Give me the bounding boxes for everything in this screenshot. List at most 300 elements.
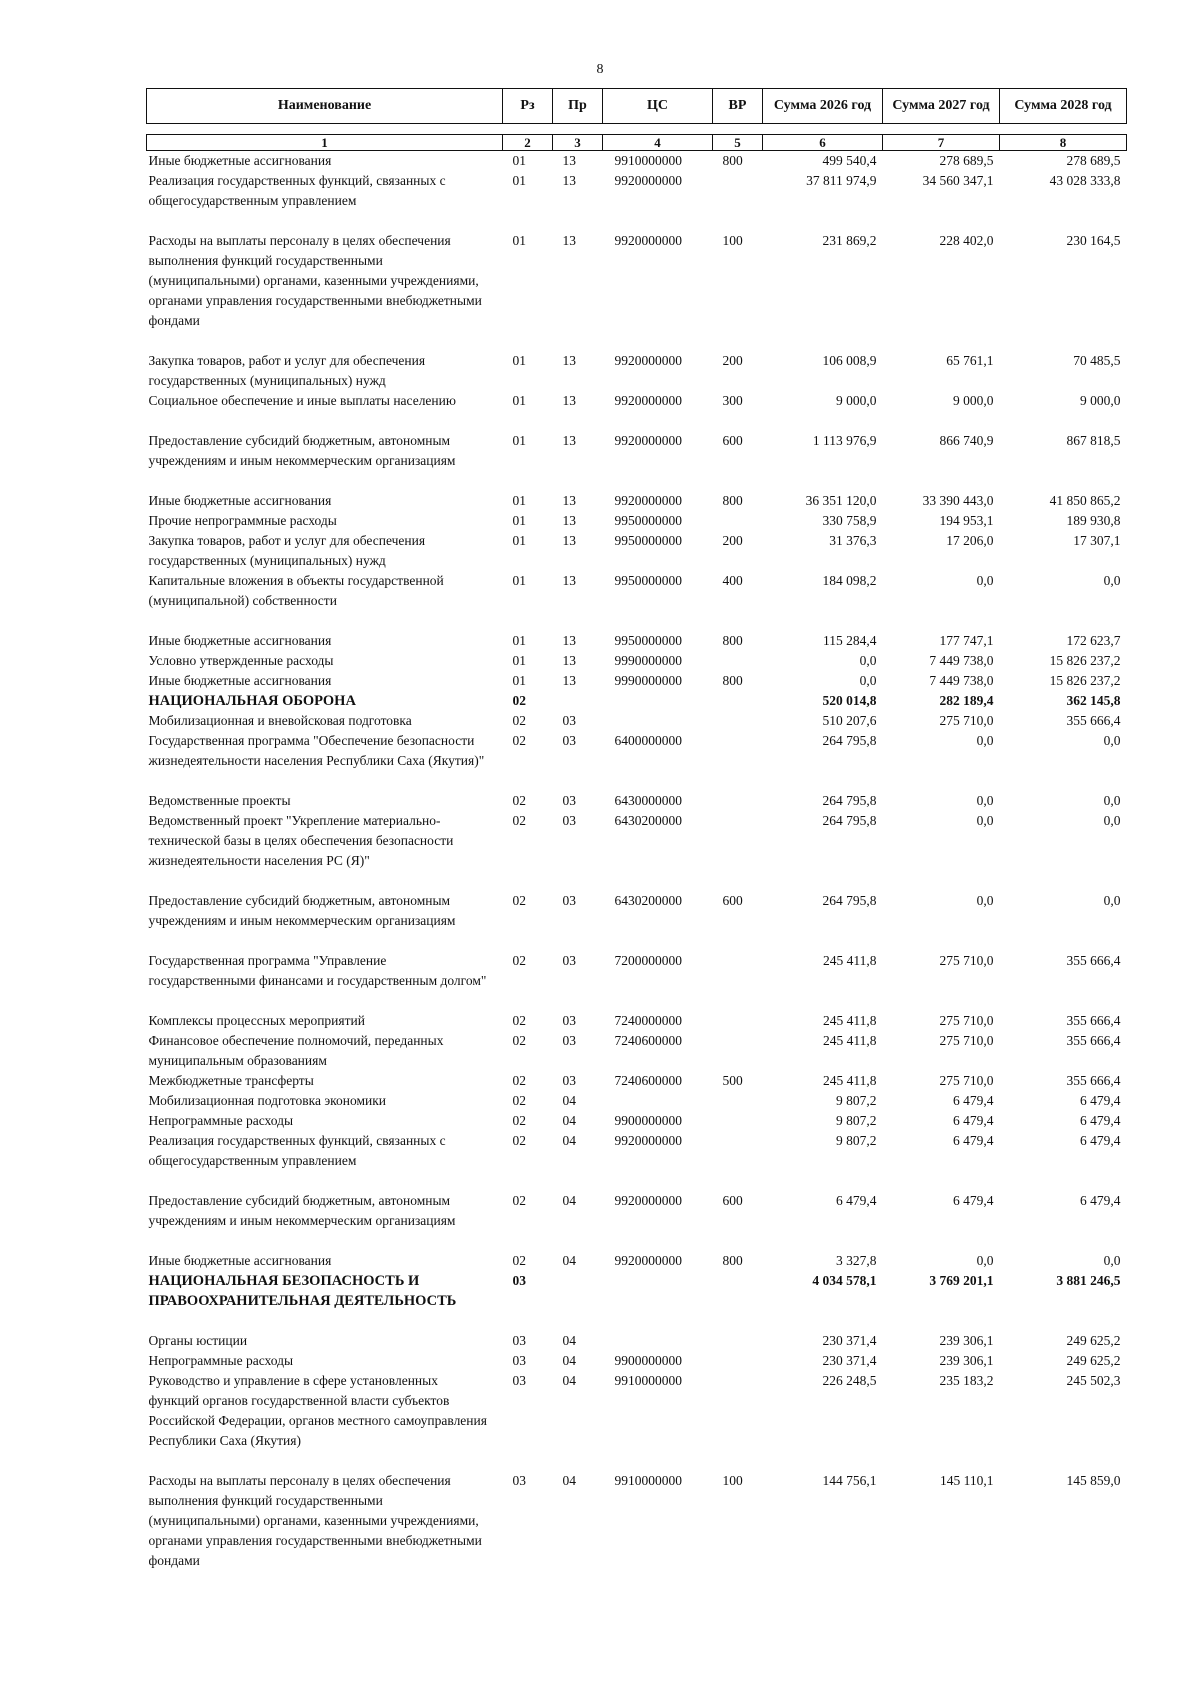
table-row [147,1091,1127,1111]
cell-rz: 01 [512,653,526,668]
cell-rz: 01 [512,353,526,368]
cell-pr: 03 [562,733,576,748]
cell-sum-2028: 145 859,0 [1066,1473,1121,1488]
cell-sum-2027: 65 761,1 [946,353,994,368]
cell-name: Реализация государственных функций, связанных с общегосударственным управлением [148,173,446,208]
cell-pr: 04 [562,1133,576,1148]
cell-sum-2026: 245 411,8 [823,1033,877,1048]
cell-vr: 100 [722,233,743,248]
cell-rz: 02 [512,1073,526,1088]
cell-sum-2026: 264 795,8 [822,893,877,908]
table-row [147,811,1127,891]
cell-sum-2026: 1 113 976,9 [812,433,877,448]
cell-sum-2027: 6 479,4 [953,1193,994,1208]
cell-cs: 9920000000 [614,393,682,408]
cell-sum-2028: 230 164,5 [1066,233,1121,248]
cell-name: Иные бюджетные ассигнования [148,1253,332,1268]
cell-pr: 13 [562,633,576,648]
table-row [147,1131,1127,1191]
cell-name: Расходы на выплаты персоналу в целях обеспечения выполнения функций государственными (муниципальными) органами, казенными учреждениями, органами управления государственными внебюджетными фондами [148,1473,482,1568]
cell-name: Расходы на выплаты персоналу в целях обеспечения выполнения функций государственными (муниципальными) органами, казенными учреждениями, органами управления государственными внебюджетными фондами [148,233,482,328]
cell-pr: 03 [562,813,576,828]
cell-cs: 9910000000 [614,1373,682,1388]
table-row [147,531,1127,571]
cell-sum-2028: 355 666,4 [1066,1073,1121,1088]
cell-cs: 7200000000 [614,953,682,968]
cell-vr [713,511,763,531]
cell-pr: 13 [562,433,576,448]
cell-name: Мобилизационная подготовка экономики [148,1093,387,1108]
table-row [147,1331,1127,1351]
table-row [147,1191,1127,1251]
col-number-3: 3 [553,135,603,151]
cell-sum-2028: 6 479,4 [1080,1193,1121,1208]
cell-cs: 9950000000 [614,633,682,648]
cell-sum-2026: 9 807,2 [836,1113,877,1128]
table-row [147,891,1127,951]
cell-rz: 02 [512,1013,526,1028]
cell-vr: 800 [722,673,743,688]
cell-cs: 9920000000 [614,173,682,188]
cell-sum-2028: 355 666,4 [1066,1013,1121,1028]
cell-rz: 01 [512,633,526,648]
cell-sum-2028: 189 930,8 [1066,513,1121,528]
cell-vr: 600 [722,433,743,448]
cell-vr: 600 [722,1193,743,1208]
cell-sum-2028: 0,0 [1103,733,1121,748]
cell-pr: 04 [562,1373,576,1388]
cell-rz: 02 [512,1253,526,1268]
cell-vr [713,1271,763,1331]
cell-sum-2028: 355 666,4 [1066,953,1121,968]
cell-pr: 13 [562,173,576,188]
cell-name: Закупка товаров, работ и услуг для обеспечения государственных (муниципальных) нужд [148,353,426,388]
cell-vr [713,1351,763,1371]
column-number-row [147,135,1127,151]
cell-vr: 600 [722,893,743,908]
cell-vr [713,811,763,891]
cell-cs: 7240600000 [614,1033,682,1048]
cell-rz: 02 [512,713,526,728]
cell-pr: 04 [562,1093,576,1108]
cell-sum-2026: 264 795,8 [822,793,877,808]
budget-table-body [147,151,1127,1572]
cell-sum-2028: 15 826 237,2 [1049,673,1121,688]
cell-pr: 03 [562,953,576,968]
cell-name: Прочие непрограммные расходы [148,513,337,528]
cell-rz: 02 [512,1113,526,1128]
cell-sum-2028: 172 623,7 [1066,633,1121,648]
cell-vr [713,1371,763,1471]
cell-sum-2026: 115 284,4 [823,633,877,648]
cell-sum-2027: 7 449 738,0 [929,653,994,668]
cell-cs: 6400000000 [614,733,682,748]
cell-name: Предоставление субсидий бюджетным, автономным учреждениям и иным некоммерческим организациям [148,433,456,468]
cell-name: Государственная программа "Обеспечение безопасности жизнедеятельности населения Республики Саха (Якутия)" [148,733,485,768]
cell-sum-2028: 6 479,4 [1080,1113,1121,1128]
cell-pr: 13 [562,573,576,588]
cell-vr [713,171,763,231]
cell-sum-2027: 145 110,1 [940,1473,994,1488]
cell-sum-2027: 866 740,9 [939,433,994,448]
cell-sum-2028: 278 689,5 [1066,153,1121,168]
table-row [147,151,1127,172]
cell-rz: 01 [512,533,526,548]
cell-sum-2026: 184 098,2 [822,573,877,588]
col-number-6: 6 [763,135,883,151]
cell-cs: 6430200000 [614,813,682,828]
cell-cs: 9900000000 [614,1353,682,1368]
cell-name: Комплексы процессных мероприятий [148,1013,365,1028]
cell-vr: 300 [722,393,743,408]
cell-pr: 03 [562,1013,576,1028]
cell-sum-2027: 0,0 [976,893,994,908]
cell-cs: 9950000000 [614,513,682,528]
table-row [147,1271,1127,1331]
table-row [147,491,1127,511]
cell-name: Закупка товаров, работ и услуг для обеспечения государственных (муниципальных) нужд [148,533,426,568]
table-row [147,231,1127,351]
cell-cs [603,1091,713,1111]
cell-vr [713,1331,763,1351]
cell-sum-2026: 144 756,1 [822,1473,877,1488]
cell-pr: 03 [562,893,576,908]
cell-cs: 9910000000 [614,153,682,168]
cell-vr [713,1031,763,1071]
cell-sum-2028: 9 000,0 [1080,393,1121,408]
cell-name: Непрограммные расходы [148,1113,294,1128]
col-number-5: 5 [713,135,763,151]
cell-sum-2027: 0,0 [976,573,994,588]
cell-rz: 03 [512,1473,526,1488]
budget-table [146,88,1127,1571]
cell-pr: 13 [562,513,576,528]
cell-sum-2027: 235 183,2 [939,1373,994,1388]
cell-cs [603,691,713,711]
cell-vr [713,651,763,671]
cell-rz: 01 [512,493,526,508]
cell-sum-2026: 245 411,8 [823,1013,877,1028]
cell-rz: 02 [512,793,526,808]
cell-cs: 6430000000 [614,793,682,808]
header-vr: ВР [713,89,763,124]
cell-vr [713,1111,763,1131]
cell-rz: 01 [512,233,526,248]
cell-sum-2026: 230 371,4 [822,1353,877,1368]
table-row [147,351,1127,391]
cell-cs: 9990000000 [614,653,682,668]
cell-rz: 02 [512,813,526,828]
cell-vr [713,1011,763,1031]
cell-name: Иные бюджетные ассигнования [148,633,332,648]
header-sum-2028: Сумма 2028 год [1000,89,1127,124]
cell-cs: 6430200000 [614,893,682,908]
cell-rz: 03 [512,1333,526,1348]
table-row [147,1011,1127,1031]
cell-name: Мобилизационная и вневойсковая подготовка [148,713,412,728]
cell-name: Капитальные вложения в объекты государственной (муниципальной) собственности [148,573,444,608]
table-header-row [147,89,1127,124]
cell-vr: 800 [722,493,743,508]
table-row [147,1071,1127,1091]
cell-vr [713,731,763,791]
table-row [147,511,1127,531]
cell-sum-2028: 70 485,5 [1073,353,1121,368]
cell-pr: 13 [562,393,576,408]
cell-sum-2028: 249 625,2 [1066,1333,1121,1348]
cell-sum-2026: 36 351 120,0 [805,493,877,508]
cell-sum-2028: 41 850 865,2 [1049,493,1121,508]
cell-sum-2027: 275 710,0 [939,953,994,968]
cell-name: Иные бюджетные ассигнования [148,493,332,508]
page-number: 8 [596,62,604,77]
cell-pr: 13 [562,153,576,168]
cell-sum-2028: 867 818,5 [1066,433,1121,448]
cell-rz: 02 [512,1193,526,1208]
cell-sum-2027: 275 710,0 [939,1013,994,1028]
cell-pr: 03 [562,713,576,728]
cell-name: Межбюджетные трансферты [148,1073,314,1088]
cell-cs: 9920000000 [614,1253,682,1268]
cell-rz: 03 [512,1273,526,1288]
col-number-1: 1 [147,135,503,151]
cell-cs: 9990000000 [614,673,682,688]
cell-vr: 200 [722,353,743,368]
table-row [147,391,1127,431]
table-row [147,571,1127,631]
cell-sum-2027: 177 747,1 [939,633,994,648]
cell-sum-2026: 31 376,3 [829,533,877,548]
cell-pr: 03 [562,1033,576,1048]
col-number-4: 4 [603,135,713,151]
cell-sum-2028: 245 502,3 [1066,1373,1121,1388]
cell-sum-2026: 37 811 974,9 [806,173,877,188]
cell-name: Иные бюджетные ассигнования [148,153,332,168]
cell-sum-2028: 3 881 246,5 [1056,1273,1121,1288]
table-row [147,711,1127,731]
cell-sum-2027: 6 479,4 [953,1113,994,1128]
cell-vr [713,951,763,1011]
cell-sum-2027: 282 189,4 [939,693,994,708]
cell-cs: 9950000000 [614,533,682,548]
cell-sum-2026: 106 008,9 [822,353,877,368]
cell-vr [713,791,763,811]
table-row [147,171,1127,231]
cell-sum-2028: 43 028 333,8 [1049,173,1121,188]
cell-name: Органы юстиции [148,1333,248,1348]
cell-name: Иные бюджетные ассигнования [148,673,332,688]
header-rz: Рз [503,89,553,124]
cell-pr: 13 [562,493,576,508]
cell-name: Непрограммные расходы [148,1353,294,1368]
cell-vr: 100 [722,1473,743,1488]
cell-sum-2027: 0,0 [976,793,994,808]
cell-sum-2028: 0,0 [1103,1253,1121,1268]
cell-sum-2026: 231 869,2 [822,233,877,248]
cell-pr [553,1271,603,1331]
cell-rz: 02 [512,1133,526,1148]
cell-name: Социальное обеспечение и иные выплаты населению [148,393,456,408]
cell-sum-2028: 0,0 [1103,893,1121,908]
cell-sum-2026: 4 034 578,1 [812,1273,877,1288]
cell-pr: 13 [562,673,576,688]
cell-sum-2027: 275 710,0 [939,1073,994,1088]
cell-sum-2026: 0,0 [859,653,877,668]
table-row [147,1111,1127,1131]
cell-rz: 02 [512,1093,526,1108]
table-row [147,431,1127,491]
table-row [147,631,1127,651]
header-name: Наименование [147,89,503,124]
cell-rz: 01 [512,433,526,448]
cell-name: Реализация государственных функций, связанных с общегосударственным управлением [148,1133,446,1168]
cell-sum-2027: 194 953,1 [939,513,994,528]
cell-sum-2026: 0,0 [859,673,877,688]
cell-rz: 02 [512,693,526,708]
cell-pr: 04 [562,1473,576,1488]
cell-name: НАЦИОНАЛЬНАЯ ОБОРОНА [148,693,356,709]
cell-cs: 9920000000 [614,1133,682,1148]
cell-sum-2028: 0,0 [1103,573,1121,588]
cell-pr: 13 [562,653,576,668]
col-number-2: 2 [503,135,553,151]
cell-sum-2027: 34 560 347,1 [922,173,994,188]
cell-pr: 13 [562,533,576,548]
table-row [147,1351,1127,1371]
cell-sum-2026: 230 371,4 [822,1333,877,1348]
cell-vr [713,691,763,711]
header-pr: Пр [553,89,603,124]
cell-rz: 01 [512,153,526,168]
cell-sum-2027: 17 206,0 [946,533,994,548]
table-row [147,651,1127,671]
cell-rz: 01 [512,673,526,688]
cell-sum-2028: 249 625,2 [1066,1353,1121,1368]
cell-cs: 7240600000 [614,1073,682,1088]
cell-vr [713,711,763,731]
cell-sum-2026: 264 795,8 [822,813,877,828]
cell-sum-2028: 355 666,4 [1066,713,1121,728]
cell-cs [603,711,713,731]
cell-sum-2026: 9 000,0 [836,393,877,408]
table-row [147,691,1127,711]
cell-rz: 01 [512,173,526,188]
cell-cs [603,1271,713,1331]
col-number-7: 7 [883,135,1000,151]
cell-sum-2026: 330 758,9 [822,513,877,528]
budget-table-container [146,88,1126,1571]
table-row [147,1471,1127,1571]
cell-sum-2026: 264 795,8 [822,733,877,748]
cell-sum-2026: 9 807,2 [836,1093,877,1108]
cell-cs: 9920000000 [614,233,682,248]
header-sum-2027: Сумма 2027 год [883,89,1000,124]
cell-cs: 9920000000 [614,353,682,368]
cell-sum-2027: 228 402,0 [939,233,994,248]
table-row [147,1031,1127,1071]
cell-rz: 02 [512,733,526,748]
cell-sum-2027: 9 000,0 [953,393,994,408]
cell-sum-2027: 7 449 738,0 [929,673,994,688]
cell-pr: 13 [562,233,576,248]
cell-sum-2027: 6 479,4 [953,1093,994,1108]
cell-sum-2026: 3 327,8 [836,1253,877,1268]
cell-vr [713,1131,763,1191]
header-sum-2026: Сумма 2026 год [763,89,883,124]
cell-sum-2027: 278 689,5 [939,153,994,168]
cell-vr: 800 [722,1253,743,1268]
table-row [147,731,1127,791]
cell-name: Финансовое обеспечение полномочий, переданных муниципальным образованиям [148,1033,444,1068]
cell-sum-2026: 245 411,8 [823,953,877,968]
cell-rz: 01 [512,513,526,528]
cell-cs: 9920000000 [614,493,682,508]
cell-rz: 02 [512,893,526,908]
cell-sum-2028: 0,0 [1103,793,1121,808]
cell-rz: 03 [512,1353,526,1368]
cell-cs: 9900000000 [614,1113,682,1128]
cell-vr: 800 [722,633,743,648]
cell-sum-2026: 245 411,8 [823,1073,877,1088]
cell-sum-2028: 6 479,4 [1080,1093,1121,1108]
cell-pr: 03 [562,793,576,808]
cell-rz: 01 [512,393,526,408]
cell-vr: 200 [722,533,743,548]
cell-sum-2027: 239 306,1 [939,1353,994,1368]
cell-sum-2028: 6 479,4 [1080,1133,1121,1148]
table-row [147,671,1127,691]
table-row [147,951,1127,1011]
cell-cs: 9910000000 [614,1473,682,1488]
cell-sum-2027: 275 710,0 [939,713,994,728]
cell-vr: 500 [722,1073,743,1088]
cell-sum-2026: 520 014,8 [822,693,877,708]
cell-sum-2027: 0,0 [976,813,994,828]
cell-sum-2028: 355 666,4 [1066,1033,1121,1048]
cell-sum-2027: 239 306,1 [939,1333,994,1348]
cell-cs: 9950000000 [614,573,682,588]
cell-sum-2026: 6 479,4 [836,1193,877,1208]
cell-sum-2028: 0,0 [1103,813,1121,828]
cell-pr: 04 [562,1253,576,1268]
cell-vr [713,1091,763,1111]
cell-sum-2027: 6 479,4 [953,1133,994,1148]
cell-cs: 9920000000 [614,433,682,448]
cell-sum-2026: 510 207,6 [822,713,877,728]
cell-sum-2027: 0,0 [976,1253,994,1268]
cell-sum-2027: 0,0 [976,733,994,748]
cell-sum-2026: 226 248,5 [822,1373,877,1388]
cell-sum-2026: 499 540,4 [822,153,877,168]
cell-pr: 04 [562,1353,576,1368]
cell-pr [553,691,603,711]
table-row [147,791,1127,811]
cell-sum-2027: 33 390 443,0 [922,493,994,508]
cell-name: Руководство и управление в сфере установленных функций органов государственной власти субъектов Российской Федерации, органов местного самоуправления Республики Саха (Якутия) [148,1373,487,1448]
cell-pr: 13 [562,353,576,368]
header-cs: ЦС [603,89,713,124]
cell-name: НАЦИОНАЛЬНАЯ БЕЗОПАСНОСТЬ И ПРАВООХРАНИТЕЛЬНАЯ ДЕЯТЕЛЬНОСТЬ [148,1273,457,1309]
cell-rz: 01 [512,573,526,588]
cell-name: Государственная программа "Управление государственными финансами и государственным долгом" [148,953,487,988]
cell-name: Ведомственный проект "Укрепление материально-технической базы в целях обеспечения безопасности жизнедеятельности населения РС (Я)" [148,813,454,868]
cell-cs: 9920000000 [614,1193,682,1208]
cell-cs [603,1331,713,1351]
cell-sum-2026: 9 807,2 [836,1133,877,1148]
cell-pr: 04 [562,1193,576,1208]
cell-sum-2027: 3 769 201,1 [929,1273,994,1288]
cell-pr: 04 [562,1113,576,1128]
